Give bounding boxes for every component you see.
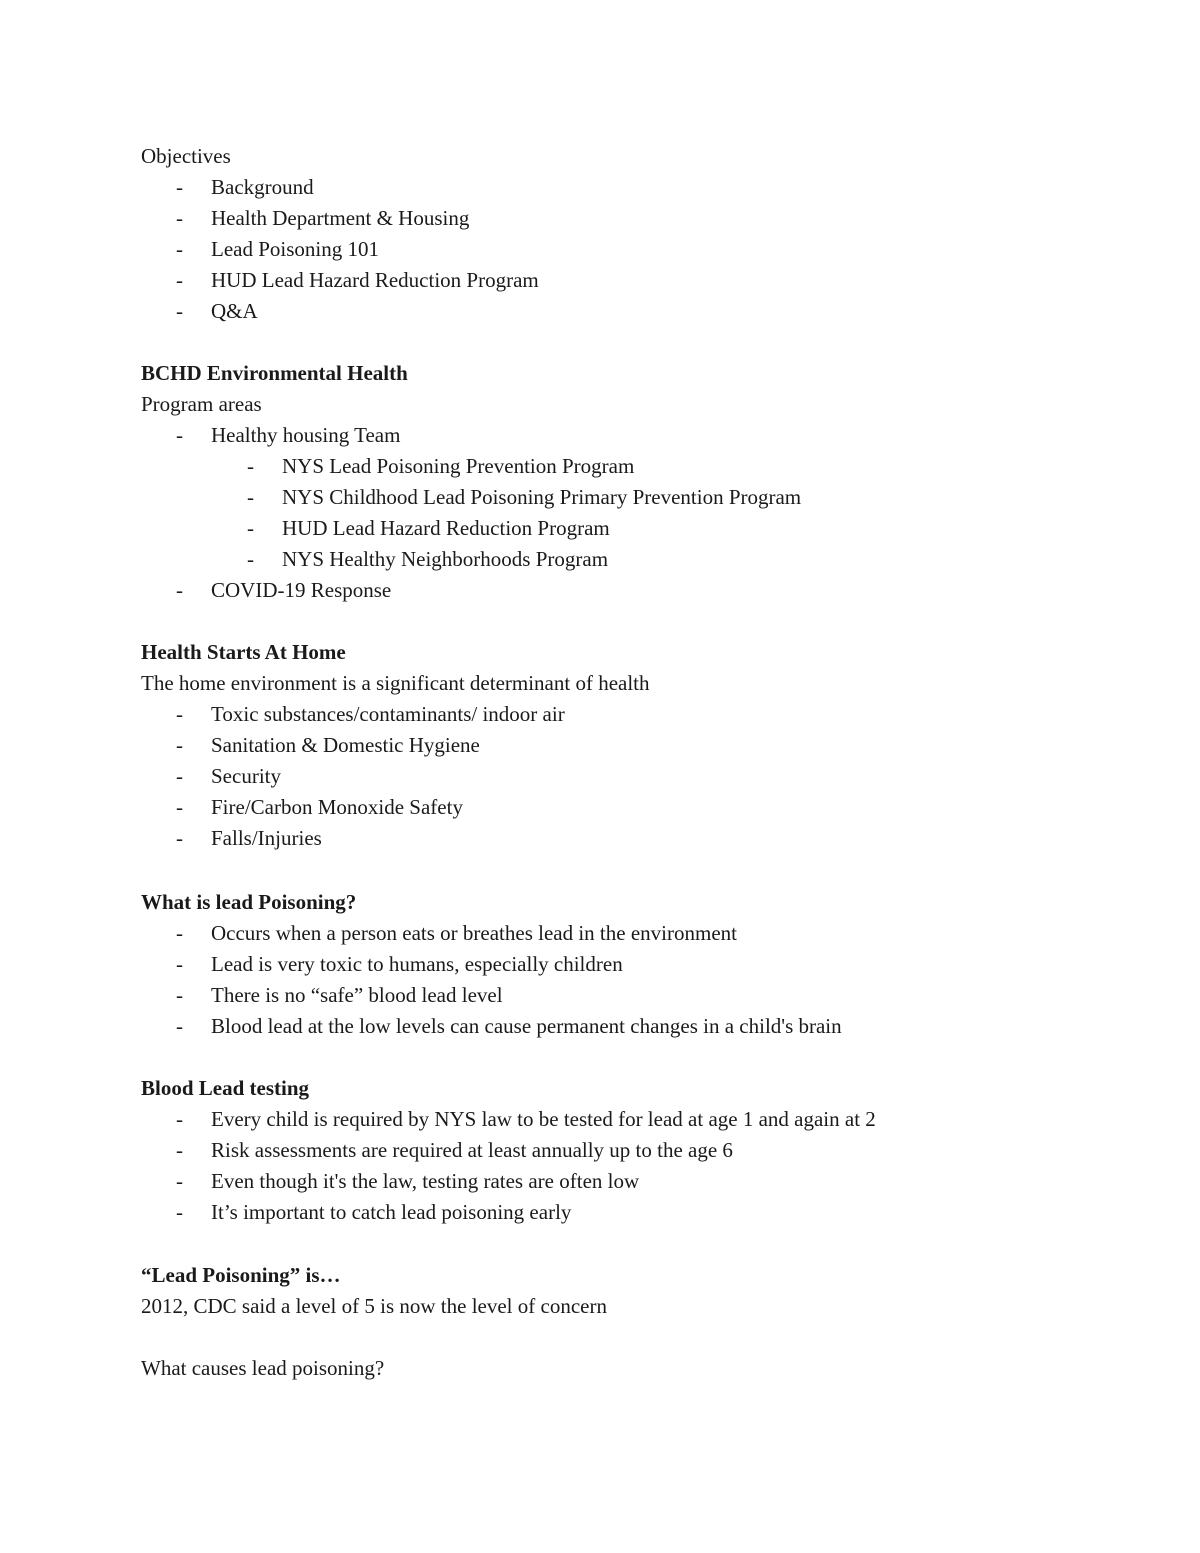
bchd-subtitle: Program areas bbox=[141, 392, 262, 416]
list-item: - Health Department & Housing bbox=[0, 203, 1200, 234]
bullet-dash: - bbox=[176, 764, 183, 788]
bullet-dash: - bbox=[176, 983, 183, 1007]
bullet-dash: - bbox=[176, 952, 183, 976]
list-item: - Even though it's the law, testing rates are often low bbox=[0, 1166, 1200, 1197]
bullet-dash: - bbox=[176, 1107, 183, 1131]
bullet-dash: - bbox=[176, 237, 183, 261]
bullet-dash: - bbox=[176, 268, 183, 292]
bullet-dash: - bbox=[247, 516, 254, 540]
bullet-dash: - bbox=[247, 547, 254, 571]
lead-is-text: 2012, CDC said a level of 5 is now the level of concern bbox=[141, 1294, 607, 1318]
section-heading-what: What is lead Poisoning? bbox=[141, 890, 357, 914]
list-item: - Every child is required by NYS law to be tested for lead at age 1 and again at 2 bbox=[0, 1104, 1200, 1135]
list-item: - Sanitation & Domestic Hygiene bbox=[0, 730, 1200, 761]
list-item: - COVID-19 Response bbox=[0, 575, 1200, 606]
bullet-dash: - bbox=[176, 921, 183, 945]
bullet-dash: - bbox=[176, 175, 183, 199]
home-intro: The home environment is a significant determinant of health bbox=[141, 671, 650, 695]
bullet-dash: - bbox=[176, 299, 183, 323]
list-item: - Healthy housing Team bbox=[0, 420, 1200, 451]
bullet-dash: - bbox=[176, 1138, 183, 1162]
list-item: - Risk assessments are required at least annually up to the age 6 bbox=[0, 1135, 1200, 1166]
bullet-dash: - bbox=[247, 454, 254, 478]
list-item: - Toxic substances/contaminants/ indoor air bbox=[0, 699, 1200, 730]
bullet-dash: - bbox=[176, 1169, 183, 1193]
objectives-title: Objectives bbox=[141, 144, 231, 168]
bullet-dash: - bbox=[176, 206, 183, 230]
bullet-dash: - bbox=[176, 1200, 183, 1224]
causes-text: What causes lead poisoning? bbox=[141, 1356, 385, 1380]
list-item: - Lead Poisoning 101 bbox=[0, 234, 1200, 265]
list-item: - NYS Lead Poisoning Prevention Program bbox=[0, 451, 1200, 482]
section-heading-testing: Blood Lead testing bbox=[141, 1076, 310, 1100]
section-heading-bchd: BCHD Environmental Health bbox=[141, 361, 408, 385]
list-item: - NYS Healthy Neighborhoods Program bbox=[0, 544, 1200, 575]
list-item: - NYS Childhood Lead Poisoning Primary Prevention Program bbox=[0, 482, 1200, 513]
bullet-dash: - bbox=[176, 578, 183, 602]
list-item: - Fire/Carbon Monoxide Safety bbox=[0, 792, 1200, 823]
list-item: - Lead is very toxic to humans, especially children bbox=[0, 949, 1200, 980]
section-heading-home: Health Starts At Home bbox=[141, 640, 346, 664]
list-item: - HUD Lead Hazard Reduction Program bbox=[0, 513, 1200, 544]
bullet-dash: - bbox=[176, 702, 183, 726]
bullet-dash: - bbox=[176, 423, 183, 447]
bullet-dash: - bbox=[176, 733, 183, 757]
list-item: - Blood lead at the low levels can cause permanent changes in a child's brain bbox=[0, 1011, 1200, 1042]
list-item: - It’s important to catch lead poisoning early bbox=[0, 1197, 1200, 1228]
list-item: - Q&A bbox=[0, 296, 1200, 327]
list-item: - Background bbox=[0, 172, 1200, 203]
list-item: - Occurs when a person eats or breathes lead in the environment bbox=[0, 918, 1200, 949]
bullet-dash: - bbox=[176, 826, 183, 850]
bullet-dash: - bbox=[176, 795, 183, 819]
section-heading-lead-is: “Lead Poisoning” is… bbox=[141, 1263, 341, 1287]
bullet-dash: - bbox=[247, 485, 254, 509]
list-item: - HUD Lead Hazard Reduction Program bbox=[0, 265, 1200, 296]
list-item: - There is no “safe” blood lead level bbox=[0, 980, 1200, 1011]
bullet-dash: - bbox=[176, 1014, 183, 1038]
list-item: - Falls/Injuries bbox=[0, 823, 1200, 854]
list-item: - Security bbox=[0, 761, 1200, 792]
